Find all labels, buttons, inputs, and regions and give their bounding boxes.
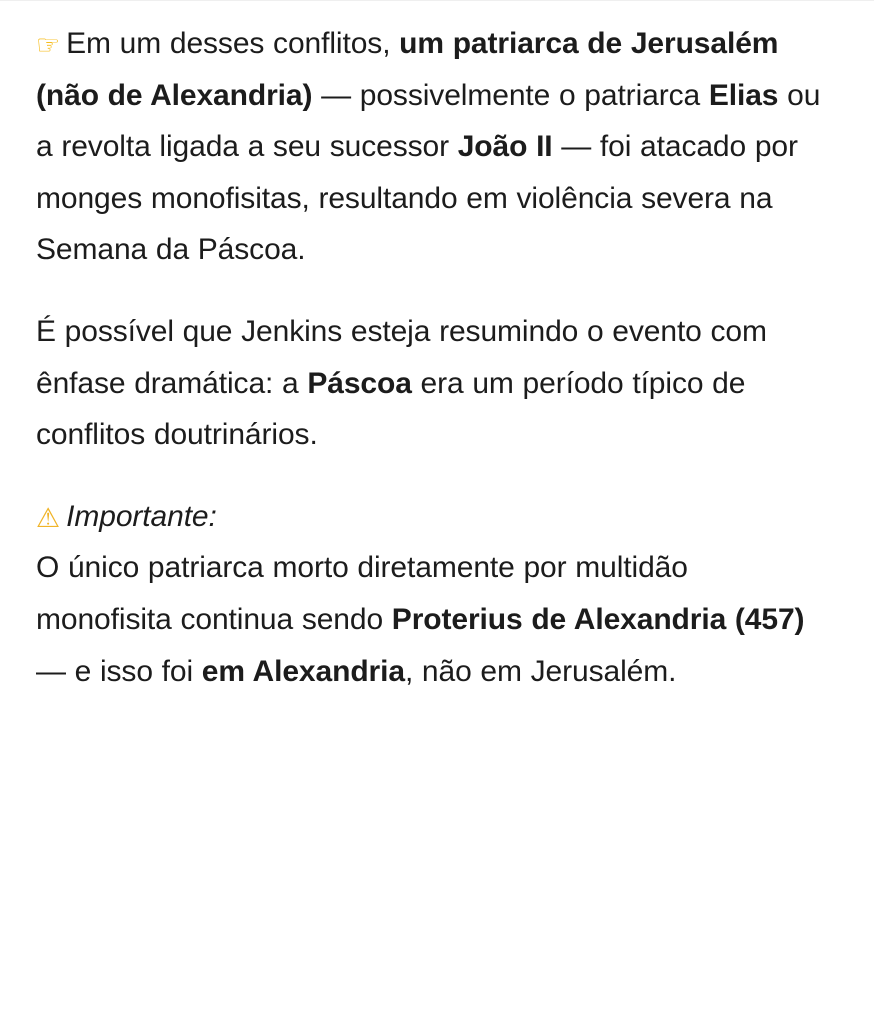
top-divider (0, 0, 874, 1)
paragraph-important-body (36, 542, 830, 697)
text-segment: Em um desses conflitos, (66, 27, 400, 60)
text-segment: — possivelmente o patriarca (312, 78, 709, 112)
text-segment: — e isso foi (36, 602, 814, 688)
text-segment: ou a revolta ligada a seu sucessor (36, 78, 830, 164)
text-segment-bold: Proterius de Alexandria (457) (391, 602, 805, 636)
text-segment-bold: em Alexandria (201, 654, 405, 688)
text-segment: , não em Jerusalém. (404, 654, 677, 688)
text-segment-bold: um patriarca de Jerusalém (não de Alexandria) (36, 27, 788, 112)
paragraph-jenkins (36, 306, 830, 461)
pointing-hand-icon: ☞ (36, 30, 61, 61)
text-segment: — foi atacado por monges monofisitas, resultando em violência severa na Semana da Páscoa. (36, 130, 807, 267)
text-segment: era um período típico de conflitos doutrinários. (36, 366, 755, 452)
text-segment-bold: Páscoa (307, 366, 412, 400)
warning-icon: ⚠ (36, 502, 61, 534)
paragraph-conflict (36, 18, 830, 276)
important-label: Importante: (66, 499, 217, 533)
text-segment-bold: João II (457, 130, 553, 164)
text-segment: É possível que Jenkins esteja resumindo o evento com ênfase dramática: a (36, 314, 776, 400)
text-segment: O único patriarca morto diretamente por multidão monofisita continua sendo (36, 551, 697, 636)
text-segment-bold: Elias (708, 78, 779, 112)
paragraph-important-heading (36, 491, 830, 543)
